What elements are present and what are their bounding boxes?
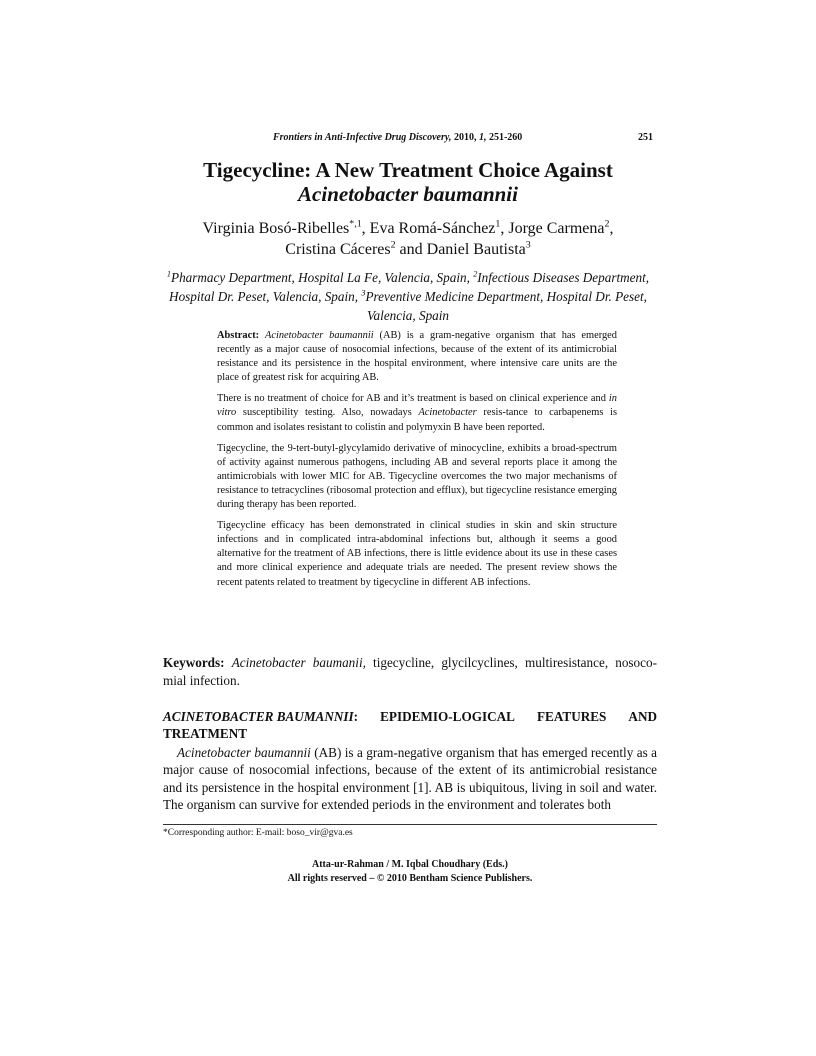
- footnote-divider: [163, 824, 657, 825]
- affiliations: $^1$Pharmacy Department, Hospital La Fe, Valencia, Spain, $^2$Infectious Diseases Department, Hospital Dr. Peset, Valencia, Spain, $^3$Preventive Medicine Department, Hospital Dr. Peset, Valencia, Spain: [166, 269, 650, 323]
- abstract-paragraph: Tigecycline efficacy has been demonstrated in clinical studies in skin and skin structure infections and in complicated intra-abdominal infections but, although it seems a good alternative for the treatment of AB infections, there is little evidence about its use in these cases and more clinical experience and adequate trials are needed. The present review shows the recent patents related to treatment by tigecycline in different AB infections.: [217, 520, 617, 588]
- abstract-paragraph: There is no treatment of choice for AB and it’s treatment is based on clinical experience and in vitro susceptibility testing. Also, nowadays Acinetobacter resis-tance to carbapenems is common and isolates resistant to colistin and polymyxin B have been reported.: [217, 393, 617, 433]
- title-line-2: Acinetobacter baumannii: [298, 182, 518, 206]
- article-title: [163, 158, 653, 206]
- abstract-paragraph: Tigecycline, the 9-tert-butyl-glycylamido derivative of minocycline, exhibits a broad-spectrum of activity against numerous pathogens, including AB and several reports place it among the antimicrobials with lower MIC for AB. Tigecycline overcomes the two major mechanisms of resistance to tetracyclines (ribosomal protection and efflux), but tigecycline resistance emerging during therapy has been reported.: [217, 442, 617, 511]
- body-paragraph: Acinetobacter baumannii (AB) is a gram-negative organism that has emerged recently as a major cause of nosocomial infections, because of the extent of its antimicrobial resistance and its persistence in the hospital environment [1]. AB is ubiquitous, living in soil and water. The organism can survive for extended periods in the environment and tolerates both: [163, 745, 657, 812]
- abstract-paragraph: Abstract: Acinetobacter baumannii (AB) is a gram-negative organism that has emerged recently as a major cause of nosocomial infections, because of the extent of its antimicrobial resistance and its persistence in the hospital environment, where intensive care units are the place of greatest risk for acquiring AB.: [217, 330, 617, 384]
- section-heading: ACINETOBACTER BAUMANNII: EPIDEMIO-LOGICAL FEATURES AND TREATMENT: [163, 709, 657, 741]
- publisher-footer: Atta-ur-Rahman / M. Iqbal Choudhary (Eds.) All rights reserved – © 2010 Bentham Science Publishers.: [287, 859, 533, 884]
- abstract-label: Abstract:: [217, 330, 260, 341]
- keywords: Keywords: Acinetobacter baumanii, tigecycline, glycilcyclines, multiresistance, nosoco-mial infection.: [163, 655, 657, 688]
- keywords-label: Keywords:: [163, 655, 225, 670]
- journal-citation: Frontiers in Anti-Infective Drug Discovery, 2010, 1, 251-260: [273, 132, 523, 143]
- corresponding-author-footnote: *Corresponding author: E-mail: boso_vir@gva.es: [163, 828, 353, 838]
- abstract: [217, 329, 617, 597]
- title-line-1: Tigecycline: A New Treatment Choice Against: [203, 158, 613, 182]
- author-list: Virginia Bosó-Ribelles$^{*,1}$, Eva Romá-Sánchez$^1$, Jorge Carmena$^2$, Cristina Cáceres$^2$ and Daniel Bautista$^3$: [202, 218, 614, 258]
- page-number: 251: [638, 132, 653, 143]
